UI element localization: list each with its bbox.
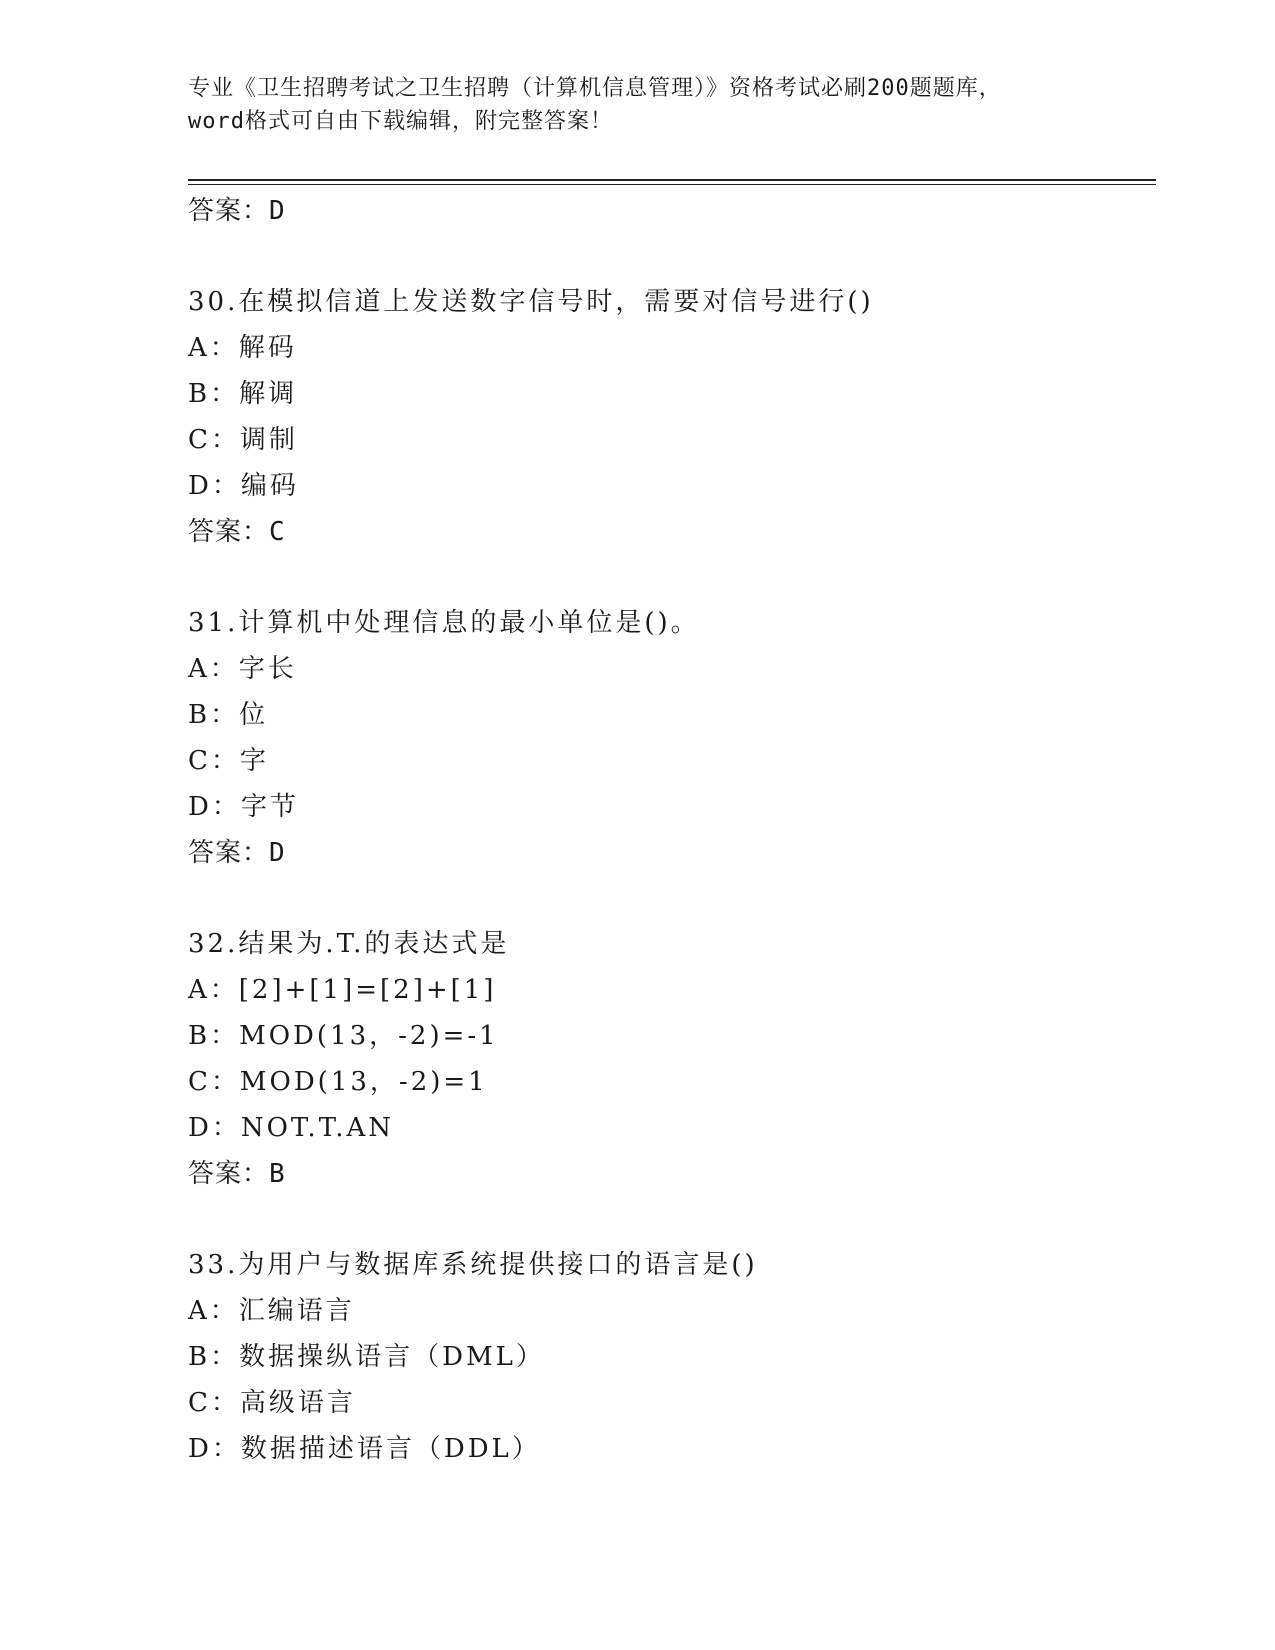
document-header	[188, 72, 1088, 138]
option-b: B：位	[188, 700, 269, 730]
option-c: C：字	[188, 746, 269, 776]
option-d: D：编码	[188, 471, 299, 501]
question-block	[188, 279, 1148, 555]
option-d: D：NOT.T.AN	[188, 1113, 395, 1143]
question-block	[188, 1242, 1148, 1472]
option-a: A：字长	[188, 654, 297, 684]
header-line-1: 专业《卫生招聘考试之卫生招聘（计算机信息管理）》资格考试必刷200题题库，	[188, 76, 1002, 101]
question-text: 30.在模拟信道上发送数字信号时，需要对信号进行()	[188, 287, 874, 317]
option-a: A：解码	[188, 333, 297, 363]
option-b: B：MOD(13，-2)=-1	[188, 1021, 499, 1051]
header-divider-thin	[188, 184, 1156, 185]
answer-line: 答案：D	[188, 196, 286, 226]
option-a: A：[2]+[1]=[2]+[1]	[188, 975, 497, 1005]
option-b: B：解调	[188, 379, 298, 409]
answer-line: 答案：D	[188, 838, 286, 868]
option-c: C：MOD(13，-2)=1	[188, 1067, 488, 1097]
question-block	[188, 600, 1148, 876]
question-text: 31.计算机中处理信息的最小单位是()。	[188, 608, 700, 638]
option-d: D：字节	[188, 792, 299, 822]
answer-line: 答案：C	[188, 517, 286, 547]
question-text: 32.结果为.T.的表达式是	[188, 929, 510, 959]
option-a: A：汇编语言	[188, 1296, 355, 1326]
question-list	[188, 188, 1148, 1472]
question-block	[188, 921, 1148, 1197]
header-line-2: word格式可自由下载编辑，附完整答案！	[188, 109, 613, 134]
header-divider-thick	[188, 179, 1156, 181]
answer-line: 答案：B	[188, 1159, 286, 1189]
option-c: C：调制	[188, 425, 298, 455]
option-d: D：数据描述语言（DDL）	[188, 1434, 541, 1464]
question-text: 33.为用户与数据库系统提供接口的语言是()	[188, 1250, 758, 1280]
option-b: B：数据操纵语言（DML）	[188, 1342, 545, 1372]
option-c: C：高级语言	[188, 1388, 356, 1418]
